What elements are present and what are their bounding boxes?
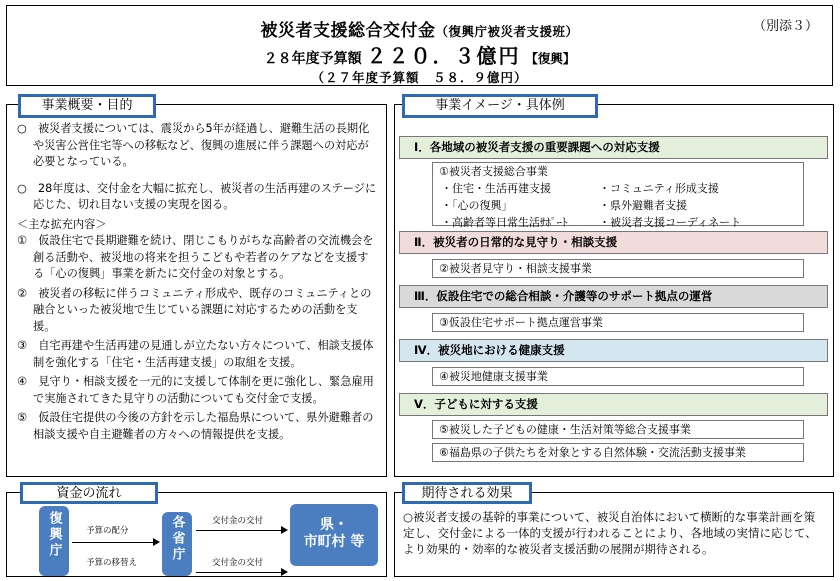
prefecture-box	[290, 504, 378, 566]
reconstruction-agency-box	[39, 506, 69, 576]
header-title	[7, 16, 832, 41]
category-4: Ⅳ．被災地における健康支援	[399, 339, 828, 362]
category-1: Ⅰ．各地域の被災者支援の重要課題への対応支援	[399, 136, 828, 159]
expansion-point: ③ 自宅再建や生活再建の見通しが立たない方々について、相談支援体制を強化する「住宅・生活再建支援」の取組を支援。	[17, 339, 374, 369]
label-transfer: 予算の移替え	[86, 558, 138, 568]
item-1-sub: ・コミュニティ形成支援	[599, 182, 719, 195]
label-grant-1: 交付金の交付	[212, 516, 264, 526]
item-1-row	[439, 180, 803, 197]
arrow-grant-1	[196, 530, 282, 531]
item-2: ②被災者見守り・相談支援事業	[432, 259, 804, 278]
item-1-sub: ・住宅・生活再建支援	[441, 182, 551, 195]
item-5: ⑤被災した子どもの健康・生活対策等総合支援事業	[432, 420, 804, 439]
box3-line1: 県・	[320, 517, 348, 533]
budget-tag: 【復興】	[525, 51, 576, 66]
box3-line2: 市町村 等	[303, 534, 365, 550]
label-grant-2: 交付金の交付	[212, 558, 264, 568]
arrow-grant-2-head	[281, 568, 288, 576]
overview-text	[17, 121, 378, 443]
examples-tab: 事業イメージ・具体例	[402, 94, 598, 118]
expansion-point: ① 仮設住宅で長期避難を続け、閉じこもりがちな高齢者の交流機会を創る活動や、被災地の将来を担うこどもや若者のケアなどを支援する「心の復興」事業を新たに交付金の対象とする。	[17, 234, 374, 280]
arrow-grant-1-head	[281, 526, 288, 534]
item-1-row	[439, 214, 803, 231]
overview-para-2: ○ 28年度は、交付金を大幅に拡充し、被災者の生活再建のステージに応じた、切れ目ない支援の実現を図る。	[17, 181, 377, 211]
budget-prefix: ２８年度予算額	[263, 51, 362, 67]
expansion-point: ② 被災者の移転に伴うコミュニティ形成や、既存のコミュニティとの融合といった被災地で生じている課題に対応するための活動を支援。	[17, 286, 372, 333]
item-6: ⑥福島県の子供たちを対象とする自然体験・交流活動支援事業	[432, 443, 804, 462]
category-5: Ⅴ．子どもに対する支援	[399, 393, 828, 416]
header-box	[6, 5, 833, 86]
ministries-box	[162, 512, 192, 576]
item-1-box	[432, 162, 804, 229]
budget-value: ２２０．３億円	[366, 44, 521, 68]
item-1-sub: ・「心の復興」	[441, 199, 513, 212]
item-3: ③仮設住宅サポート拠点運営事業	[432, 313, 804, 332]
flow-tab: 資金の流れ	[20, 482, 158, 504]
expansion-heading: ＜主な拡充内容＞	[17, 217, 107, 231]
item-4: ④被災地健康支援事業	[432, 367, 804, 386]
item-1-sub: ・高齢者等日常生活ｻﾎﾟｰﾄ	[441, 216, 568, 229]
expansion-point: ⑤ 仮設住宅提供の今後の方針を示した福島県について、県外避難者の相談支援や自主避難者の方々への情報提供を支援。	[17, 411, 374, 441]
category-2: Ⅱ．被災者の日常的な見守り・相談支援	[399, 231, 828, 254]
arrow-alloc	[72, 542, 154, 543]
label-alloc: 予算の配分	[86, 526, 129, 536]
item-1-row	[439, 197, 803, 214]
overview-para-1: ○ 被災者支援については、震災から5年が経過し、避難生活の長期化や災害公営住宅等への移転など、復興の進展に伴う課題への対応が必要となっている。	[17, 122, 370, 168]
overview-tab: 事業概要・目的	[18, 94, 156, 118]
annex-label: （別添３）	[752, 19, 818, 34]
expansion-point: ④ 見守り・相談支援を一元的に支援して体制を更に強化し、緊急雇用で実施されてきた見守りの活動についても交付金で支援。	[17, 375, 374, 405]
item-1-sub: ・被災者支援コーディネート	[599, 216, 742, 229]
arrow-alloc-head	[153, 538, 160, 546]
arrow-grant-2	[196, 572, 282, 573]
budget-line	[7, 40, 832, 69]
effect-panel	[394, 492, 834, 577]
item-1-sub: ・県外避難者支援	[599, 199, 687, 212]
effect-tab: 期待される効果	[402, 482, 532, 504]
category-3: Ⅲ．仮設住宅での総合相談・介護等のサポート拠点の運営	[399, 285, 828, 308]
effect-text: ○被災者支援の基幹的事業について、被災自治体において横断的な事業計画を策定し、交付金による一体的支援が行われることにより、各地域の実情に応じて、より効果的・効率的な被災者支援活動の展開が期待される。	[403, 510, 817, 556]
program-agency: （復興庁被災者支援班）	[435, 24, 579, 39]
box2-label: 各省庁	[169, 515, 185, 563]
prev-budget: （２７年度予算額 ５８．９億円）	[311, 70, 528, 85]
item-1-title: ①被災者支援総合事業	[439, 165, 548, 178]
box1-label: 復興庁	[46, 511, 62, 559]
overview-panel	[6, 104, 387, 477]
program-title: 被災者支援総合交付金	[260, 21, 436, 41]
